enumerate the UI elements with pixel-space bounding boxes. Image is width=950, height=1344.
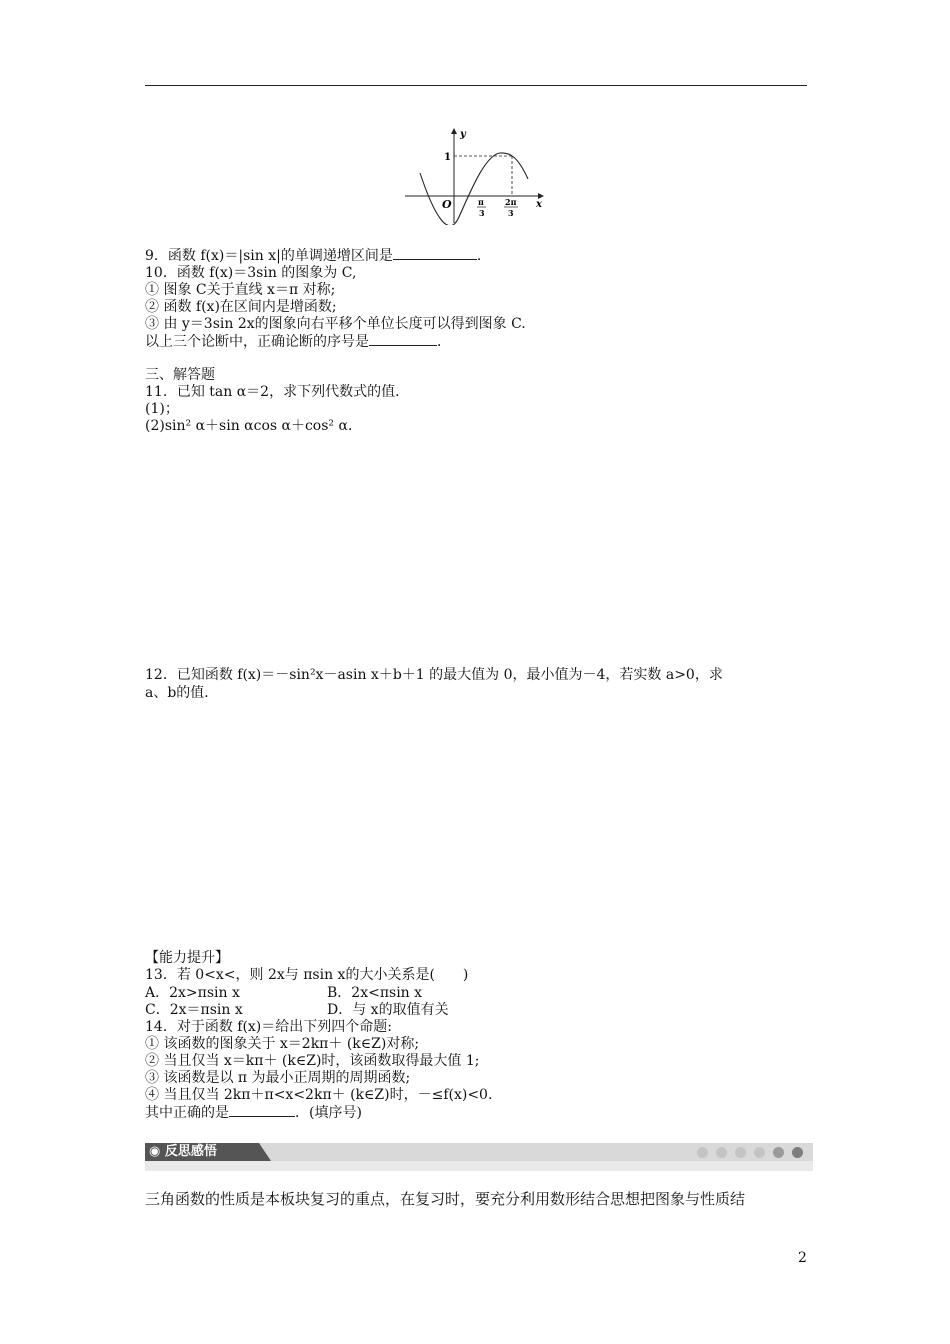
question-12-line-1: 12．已知函数 f(x)＝－sin²x－asin x＋b＋1 的最大值为 0，最小值为－4，若实数 a>0，求 <box>145 667 723 683</box>
question-10-tail: 以上三个论断中，正确论断的序号是 ． <box>145 334 451 350</box>
banner-title: ◉ 反思感悟 <box>145 1143 259 1161</box>
x-axis-label: x <box>536 199 542 210</box>
question-10-statement-1: ① 图象 C关于直线 x＝π 对称; <box>145 282 336 298</box>
y-axis-label: y <box>460 129 466 140</box>
banner-dot <box>773 1147 784 1158</box>
reflection-text: 三角函数的性质是本板块复习的重点，在复习时，要充分利用数形结合思想把图象与性质结 <box>145 1190 746 1208</box>
tick-2pi-over-3-den: 3 <box>508 208 514 218</box>
option-a: A．2x>πsin x <box>145 985 240 1001</box>
banner-dots <box>697 1147 803 1158</box>
banner-dot <box>792 1147 803 1158</box>
banner-dot <box>716 1147 727 1158</box>
banner-dot <box>754 1147 765 1158</box>
question-11-part-2: (2)sin² α＋sin αcos α＋cos² α． <box>145 418 362 434</box>
banner-band <box>145 1161 813 1171</box>
sine-graph-figure <box>400 125 550 225</box>
option-b: B．2x<πsin x <box>327 985 423 1001</box>
tick-pi-over-3-num: π <box>478 197 484 207</box>
question-12-line-2: a、b的值． <box>145 685 219 701</box>
banner-dot <box>735 1147 746 1158</box>
answer-blank-9 <box>393 247 477 260</box>
question-14-statement-3: ③ 该函数是以 π 为最小正周期的周期函数; <box>145 1070 411 1086</box>
ability-heading: 【能力提升】 <box>145 950 229 966</box>
question-14-statement-1: ① 该函数的图象关于 x＝2kπ＋ (k∈Z)对称; <box>145 1036 420 1052</box>
banner-dot <box>697 1147 708 1158</box>
answer-blank-10 <box>369 333 437 346</box>
origin-label: O <box>442 198 452 211</box>
tick-pi-over-3-den: 3 <box>479 208 485 218</box>
reflection-banner <box>145 1143 813 1171</box>
page-number: 2 <box>798 1250 807 1266</box>
y-one-label: 1 <box>444 152 451 163</box>
question-14-tail: 其中正确的是 ．(填序号) <box>145 1105 362 1121</box>
question-14-statement-2: ② 当且仅当 x＝kπ＋ (k∈Z)时，该函数取得最大值 1; <box>145 1053 480 1069</box>
question-9: 9．函数 f(x)＝|sin x|的单调递增区间是 ． <box>145 248 491 264</box>
question-14-statement-4: ④ 当且仅当 2kπ＋π<x<2kπ＋ (k∈Z)时，－≤f(x)<0. <box>145 1087 493 1103</box>
question-10-statement-2: ② 函数 f(x)在区间内是增函数; <box>145 299 337 315</box>
question-11-stem: 11．已知 tan α＝2，求下列代数式的值． <box>145 384 410 400</box>
question-11-part-1: (1)； <box>145 401 179 417</box>
tick-2pi-over-3-num: 2π <box>505 197 517 207</box>
question-13-options-cd <box>145 1002 449 1018</box>
option-c: C．2x＝πsin x <box>145 1002 243 1018</box>
section-heading-answers: 三、解答题 <box>145 367 215 383</box>
question-13-stem: 13．若 0<x<，则 2x与 πsin x的大小关系是( ) <box>145 967 469 983</box>
answer-blank-14 <box>229 1104 295 1117</box>
question-14-stem: 14．对于函数 f(x)＝给出下列四个命题: <box>145 1019 392 1035</box>
question-13-options-ab <box>145 985 422 1001</box>
question-10-statement-3: ③ 由 y＝3sin 2x的图象向右平移个单位长度可以得到图象 C. <box>145 316 526 332</box>
header-rule <box>145 85 807 86</box>
question-10-stem: 10．函数 f(x)＝3sin 的图象为 C, <box>145 265 357 281</box>
option-d: D．与 x的取值有关 <box>327 1002 449 1018</box>
